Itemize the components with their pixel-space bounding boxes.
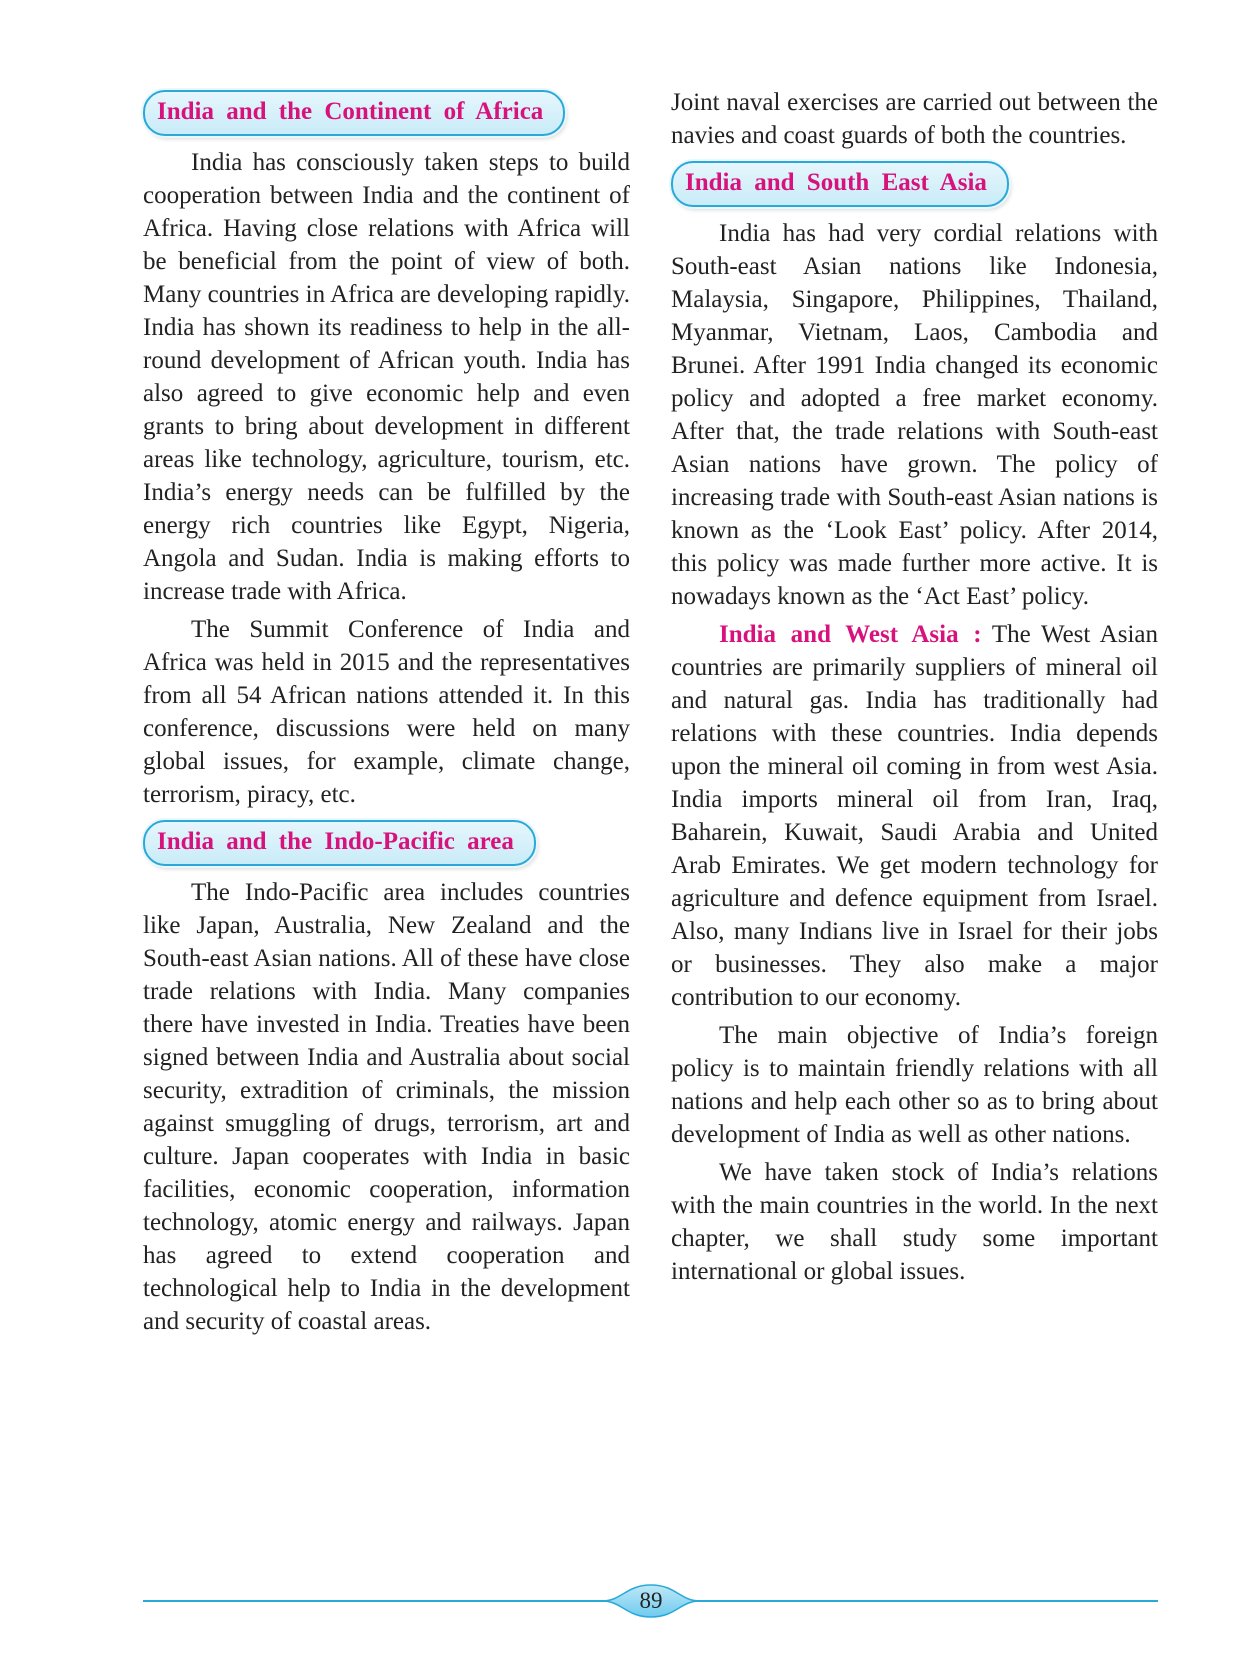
paragraph-naval-exercises: Joint naval exercises are carried out between the navies and coast guards of both the countries.: [671, 89, 1158, 149]
paragraph-south-east-asia: India has had very cordial relations with South-east Asian nations like Indonesia, Malaysia, Singapore, Philippines, Thailand, Myanmar, Vietnam, Laos, Cambodia and Brunei. After 1991 India changed its economic policy and adopted a free market economy. After that, the trade relations with South-east Asian nations have grown. The policy of increasing trade with South-east Asian nations is known as the ‘Look East’ policy. After 2014, this policy was made further more active. It is nowadays known as the ‘Act East’ policy.: [671, 220, 1158, 610]
paragraph-indo-pacific: The Indo-Pacific area includes countries like Japan, Australia, New Zealand and the South-east Asian nations. All of these have close trade relations with India. Many companies there have invested in India. Treaties have been signed between India and Australia about social security, extradition of criminals, the mission against smuggling of drugs, terrorism, art and culture. Japan cooperates with India in basic facilities, economic cooperation, information technology, atomic energy and railways. Japan has agreed to extend cooperation and technological help to India in the development and security of coastal areas.: [143, 879, 630, 1335]
right-column: [671, 86, 1158, 1293]
inline-heading-west-asia: India and West Asia :: [719, 621, 982, 648]
paragraph-africa-2: The Summit Conference of India and Africa was held in 2015 and the representatives from all 54 African nations attended it. In this conference, discussions were held on many global issues, for example, climate change, terrorism, piracy, etc.: [143, 616, 630, 808]
paragraph-africa-1: India has consciously taken steps to build cooperation between India and the continent of Africa. Having close relations with Africa will be beneficial from the point of view of both. Many countries in Africa are developing rapidly. India has shown its readiness to help in the all-round development of African youth. India has also agreed to give economic help and even grants to bring about development in different areas like technology, agriculture, tourism, etc. India’s energy needs can be fulfilled by the energy rich countries like Egypt, Nigeria, Angola and Sudan. India is making efforts to increase trade with Africa.: [143, 149, 630, 605]
paragraph-foreign-policy-objective: The main objective of India’s foreign policy is to maintain friendly relations with all nations and help each other so as to bring about development of India as well as other nations.: [671, 1022, 1158, 1148]
footer-rule-right: [690, 1600, 1158, 1602]
paragraph-west-asia-text: The West Asian countries are primarily suppliers of mineral oil and natural gas. India has traditionally had relations with these countries. India depends upon the mineral oil coming in from west Asia. India imports mineral oil from Iran, Iraq, Baharein, Kuwait, Saudi Arabia and United Arab Emirates. We get modern technology for agriculture and defence equipment from Israel. Also, many Indians live in Israel for their jobs or businesses. They also make a major contribution to our economy.: [671, 621, 1158, 1011]
section-heading-south-east-asia: India and South East Asia: [671, 161, 1009, 207]
page-number: 89: [639, 1588, 663, 1613]
paragraph-west-asia: [671, 618, 1158, 1014]
section-heading-indo-pacific: India and the Indo-Pacific area: [143, 820, 536, 866]
paragraph-taking-stock: We have taken stock of India’s relations with the main countries in the world. In the next chapter, we shall study some important international or global issues.: [671, 1159, 1158, 1285]
section-heading-africa: India and the Continent of Africa: [143, 90, 565, 136]
left-column: [143, 86, 630, 1343]
footer-rule-left: [143, 1600, 613, 1602]
